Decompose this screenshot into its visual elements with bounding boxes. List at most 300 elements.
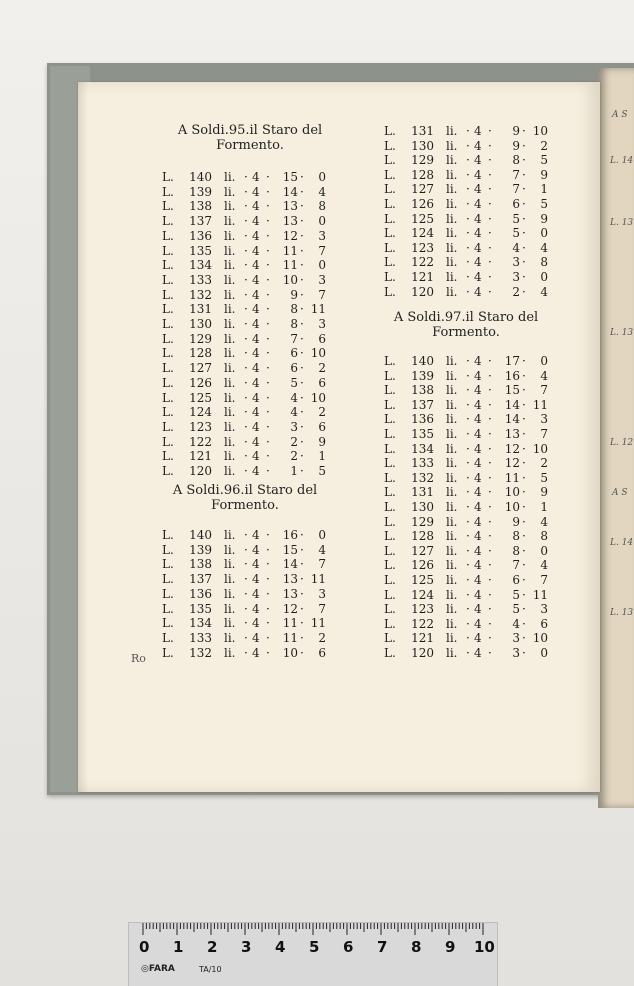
separator-dot: · bbox=[300, 630, 304, 645]
separator-dot: · bbox=[522, 368, 526, 383]
soldi-value: 7 bbox=[512, 558, 520, 573]
separator-dot: · bbox=[300, 542, 304, 557]
soldi-value: 8 bbox=[512, 529, 520, 544]
li-label: li. bbox=[446, 427, 458, 441]
separator-dot: · bbox=[488, 587, 492, 602]
soldi-value: 2 bbox=[290, 449, 298, 464]
li-label: li. bbox=[446, 587, 458, 602]
li-value: 4 bbox=[474, 456, 482, 471]
li-label: li. bbox=[446, 397, 458, 412]
li-label: li. bbox=[446, 602, 458, 617]
soldi-value: 5 bbox=[512, 226, 520, 241]
separator-dot: · bbox=[522, 470, 526, 485]
separator-dot: · bbox=[244, 228, 248, 243]
li-label: li. bbox=[224, 616, 236, 631]
li-label: li. bbox=[224, 528, 236, 542]
soldi-value: 14 bbox=[282, 184, 298, 199]
lire-label: L. bbox=[162, 302, 174, 317]
li-label: li. bbox=[224, 214, 236, 229]
li-value: 4 bbox=[252, 361, 260, 376]
separator-dot: · bbox=[266, 243, 270, 258]
lire-label: L. bbox=[384, 226, 396, 241]
soldi-value: 11 bbox=[504, 470, 520, 485]
denari-value: 6 bbox=[318, 331, 326, 346]
ruler-number: 1 bbox=[173, 938, 184, 956]
amount-value: 126 bbox=[411, 558, 434, 573]
separator-dot: · bbox=[522, 167, 526, 182]
separator-dot: · bbox=[244, 630, 248, 645]
li-label: li. bbox=[446, 211, 458, 226]
li-label: li. bbox=[224, 258, 236, 273]
li-label: li. bbox=[446, 558, 458, 573]
li-label: li. bbox=[446, 138, 458, 153]
li-label: li. bbox=[446, 573, 458, 587]
separator-dot: · bbox=[466, 182, 470, 197]
li-value: 4 bbox=[252, 542, 260, 557]
li-value: 4 bbox=[252, 586, 260, 601]
separator-dot: · bbox=[488, 573, 492, 587]
amount-value: 134 bbox=[411, 441, 434, 456]
li-value: 4 bbox=[252, 390, 260, 405]
separator-dot: · bbox=[300, 616, 304, 631]
amount-value: 127 bbox=[189, 361, 212, 376]
separator-dot: · bbox=[488, 284, 492, 299]
separator-dot: · bbox=[488, 368, 492, 383]
ruler-number: 6 bbox=[343, 938, 354, 956]
ruler-number: 7 bbox=[377, 938, 388, 956]
separator-dot: · bbox=[522, 514, 526, 529]
denari-value: 8 bbox=[540, 255, 548, 270]
lire-label: L. bbox=[384, 646, 396, 660]
separator-dot: · bbox=[266, 572, 270, 587]
separator-dot: · bbox=[266, 184, 270, 199]
li-label: li. bbox=[446, 124, 458, 138]
li-value: 4 bbox=[474, 182, 482, 197]
separator-dot: · bbox=[488, 456, 492, 471]
soldi-value: 14 bbox=[504, 412, 520, 427]
li-value: 4 bbox=[474, 573, 482, 587]
amount-value: 137 bbox=[411, 397, 434, 412]
soldi-value: 1 bbox=[290, 464, 298, 478]
soldi-value: 7 bbox=[512, 167, 520, 182]
lire-label: L. bbox=[162, 528, 174, 542]
lire-label: L. bbox=[384, 616, 396, 631]
denari-value: 0 bbox=[318, 214, 326, 229]
denari-value: 8 bbox=[318, 199, 326, 214]
amount-value: 122 bbox=[189, 434, 212, 449]
separator-dot: · bbox=[522, 529, 526, 544]
separator-dot: · bbox=[300, 346, 304, 361]
li-label: li. bbox=[224, 170, 236, 184]
facing-page-glyph: L. 14 bbox=[610, 156, 634, 166]
soldi-value: 3 bbox=[290, 419, 298, 434]
separator-dot: · bbox=[300, 645, 304, 660]
soldi-value: 8 bbox=[290, 317, 298, 331]
amount-value: 120 bbox=[189, 464, 212, 478]
li-value: 4 bbox=[474, 167, 482, 182]
facing-page-glyph: L. 12 bbox=[610, 438, 634, 448]
li-value: 4 bbox=[252, 258, 260, 273]
amount-value: 127 bbox=[411, 182, 434, 197]
li-value: 4 bbox=[252, 331, 260, 346]
li-label: li. bbox=[446, 470, 458, 485]
li-label: li. bbox=[446, 197, 458, 211]
amount-value: 120 bbox=[411, 284, 434, 299]
ruler-ticks bbox=[129, 923, 497, 937]
lire-label: L. bbox=[162, 214, 174, 229]
separator-dot: · bbox=[300, 419, 304, 434]
li-label: li. bbox=[224, 405, 236, 420]
separator-dot: · bbox=[488, 153, 492, 168]
denari-value: 4 bbox=[540, 368, 548, 383]
separator-dot: · bbox=[244, 287, 248, 302]
separator-dot: · bbox=[266, 419, 270, 434]
lire-label: L. bbox=[384, 167, 396, 182]
separator-dot: · bbox=[300, 331, 304, 346]
lire-label: L. bbox=[384, 470, 396, 485]
separator-dot: · bbox=[488, 514, 492, 529]
amount-value: 123 bbox=[411, 602, 434, 617]
li-label: li. bbox=[224, 199, 236, 214]
amount-value: 123 bbox=[189, 419, 212, 434]
separator-dot: · bbox=[522, 412, 526, 427]
separator-dot: · bbox=[266, 390, 270, 405]
separator-dot: · bbox=[466, 354, 470, 368]
separator-dot: · bbox=[244, 557, 248, 572]
denari-value: 10 bbox=[532, 631, 548, 646]
denari-value: 6 bbox=[318, 645, 326, 660]
amount-value: 132 bbox=[189, 287, 212, 302]
separator-dot: · bbox=[466, 485, 470, 500]
lire-label: L. bbox=[162, 572, 174, 587]
lire-label: L. bbox=[162, 228, 174, 243]
soldi-value: 8 bbox=[512, 543, 520, 558]
lire-label: L. bbox=[162, 170, 174, 184]
li-label: li. bbox=[224, 572, 236, 587]
separator-dot: · bbox=[244, 528, 248, 542]
denari-value: 10 bbox=[532, 124, 548, 138]
soldi-value: 17 bbox=[504, 354, 520, 368]
lire-label: L. bbox=[384, 368, 396, 383]
separator-dot: · bbox=[266, 302, 270, 317]
facing-page-edge bbox=[598, 68, 634, 808]
denari-value: 7 bbox=[318, 557, 326, 572]
li-label: li. bbox=[224, 464, 236, 478]
soldi-value: 4 bbox=[290, 390, 298, 405]
separator-dot: · bbox=[300, 586, 304, 601]
denari-value: 2 bbox=[318, 361, 326, 376]
soldi-value: 12 bbox=[282, 228, 298, 243]
separator-dot: · bbox=[244, 258, 248, 273]
denari-value: 4 bbox=[540, 558, 548, 573]
lire-label: L. bbox=[384, 456, 396, 471]
li-label: li. bbox=[224, 361, 236, 376]
separator-dot: · bbox=[266, 287, 270, 302]
li-value: 4 bbox=[252, 317, 260, 331]
separator-dot: · bbox=[266, 405, 270, 420]
li-label: li. bbox=[446, 441, 458, 456]
li-label: li. bbox=[224, 346, 236, 361]
ruler-number: 8 bbox=[411, 938, 422, 956]
separator-dot: · bbox=[266, 272, 270, 287]
soldi-value: 9 bbox=[512, 514, 520, 529]
page-gutter-shade bbox=[78, 82, 88, 792]
lire-label: L. bbox=[384, 412, 396, 427]
li-value: 4 bbox=[252, 199, 260, 214]
li-label: li. bbox=[224, 586, 236, 601]
separator-dot: · bbox=[466, 270, 470, 284]
li-label: li. bbox=[446, 543, 458, 558]
soldi-value: 10 bbox=[504, 500, 520, 514]
separator-dot: · bbox=[244, 243, 248, 258]
li-value: 4 bbox=[474, 587, 482, 602]
separator-dot: · bbox=[522, 646, 526, 660]
li-value: 4 bbox=[252, 616, 260, 631]
separator-dot: · bbox=[488, 427, 492, 441]
li-value: 4 bbox=[252, 184, 260, 199]
li-label: li. bbox=[446, 616, 458, 631]
denari-value: 8 bbox=[540, 529, 548, 544]
separator-dot: · bbox=[266, 346, 270, 361]
li-value: 4 bbox=[474, 470, 482, 485]
lire-label: L. bbox=[162, 419, 174, 434]
separator-dot: · bbox=[300, 528, 304, 542]
ruler-brand-text: FARA bbox=[148, 964, 175, 974]
separator-dot: · bbox=[522, 383, 526, 398]
li-value: 4 bbox=[252, 601, 260, 616]
soldi-value: 3 bbox=[512, 255, 520, 270]
separator-dot: · bbox=[522, 456, 526, 471]
soldi-value: 3 bbox=[512, 270, 520, 284]
li-label: li. bbox=[446, 270, 458, 284]
li-value: 4 bbox=[252, 375, 260, 390]
li-value: 4 bbox=[474, 558, 482, 573]
li-value: 4 bbox=[474, 124, 482, 138]
separator-dot: · bbox=[466, 558, 470, 573]
li-label: li. bbox=[446, 412, 458, 427]
separator-dot: · bbox=[522, 397, 526, 412]
li-label: li. bbox=[224, 449, 236, 464]
separator-dot: · bbox=[488, 270, 492, 284]
soldi-value: 13 bbox=[282, 199, 298, 214]
ruler-logo-icon: ◎ bbox=[141, 964, 149, 974]
denari-value: 0 bbox=[540, 646, 548, 660]
separator-dot: · bbox=[244, 390, 248, 405]
lire-label: L. bbox=[162, 630, 174, 645]
amount-value: 132 bbox=[189, 645, 212, 660]
amount-value: 124 bbox=[411, 226, 434, 241]
amount-value: 138 bbox=[411, 383, 434, 398]
separator-dot: · bbox=[488, 616, 492, 631]
separator-dot: · bbox=[488, 500, 492, 514]
ruler-number: 5 bbox=[309, 938, 320, 956]
soldi-value: 8 bbox=[512, 153, 520, 168]
separator-dot: · bbox=[466, 587, 470, 602]
separator-dot: · bbox=[522, 587, 526, 602]
separator-dot: · bbox=[300, 390, 304, 405]
li-label: li. bbox=[224, 557, 236, 572]
li-label: li. bbox=[446, 182, 458, 197]
soldi-value: 11 bbox=[282, 630, 298, 645]
lire-label: L. bbox=[384, 602, 396, 617]
separator-dot: · bbox=[488, 558, 492, 573]
li-label: li. bbox=[224, 601, 236, 616]
lire-label: L. bbox=[384, 240, 396, 255]
amount-value: 133 bbox=[411, 456, 434, 471]
li-value: 4 bbox=[474, 427, 482, 441]
amount-value: 131 bbox=[411, 485, 434, 500]
amount-value: 140 bbox=[189, 170, 212, 184]
li-label: li. bbox=[446, 226, 458, 241]
left-heading-2: A Soldi.96.il Staro del Formento. bbox=[172, 483, 318, 513]
li-label: li. bbox=[224, 645, 236, 660]
li-value: 4 bbox=[252, 170, 260, 184]
amount-value: 125 bbox=[189, 390, 212, 405]
amount-value: 139 bbox=[189, 542, 212, 557]
soldi-value: 15 bbox=[282, 170, 298, 184]
soldi-value: 6 bbox=[290, 361, 298, 376]
li-value: 4 bbox=[474, 197, 482, 211]
separator-dot: · bbox=[244, 449, 248, 464]
soldi-value: 5 bbox=[512, 211, 520, 226]
denari-value: 6 bbox=[540, 616, 548, 631]
amount-value: 136 bbox=[411, 412, 434, 427]
soldi-value: 13 bbox=[282, 214, 298, 229]
soldi-value: 12 bbox=[504, 441, 520, 456]
soldi-value: 15 bbox=[504, 383, 520, 398]
soldi-value: 9 bbox=[512, 124, 520, 138]
facing-page-glyph: A S bbox=[612, 488, 628, 498]
lire-label: L. bbox=[384, 124, 396, 138]
amount-value: 121 bbox=[411, 631, 434, 646]
lire-label: L. bbox=[384, 255, 396, 270]
lire-label: L. bbox=[162, 199, 174, 214]
separator-dot: · bbox=[300, 601, 304, 616]
separator-dot: · bbox=[300, 302, 304, 317]
separator-dot: · bbox=[266, 542, 270, 557]
lire-label: L. bbox=[384, 138, 396, 153]
li-value: 4 bbox=[252, 346, 260, 361]
separator-dot: · bbox=[466, 124, 470, 138]
separator-dot: · bbox=[266, 645, 270, 660]
soldi-value: 5 bbox=[512, 587, 520, 602]
separator-dot: · bbox=[488, 354, 492, 368]
li-label: li. bbox=[224, 287, 236, 302]
li-label: li. bbox=[446, 646, 458, 660]
separator-dot: · bbox=[522, 354, 526, 368]
separator-dot: · bbox=[522, 124, 526, 138]
li-value: 4 bbox=[252, 528, 260, 542]
lire-label: L. bbox=[384, 543, 396, 558]
soldi-value: 11 bbox=[282, 243, 298, 258]
ruler-number: 0 bbox=[139, 938, 150, 956]
lire-label: L. bbox=[384, 153, 396, 168]
li-value: 4 bbox=[252, 557, 260, 572]
lire-label: L. bbox=[384, 485, 396, 500]
li-value: 4 bbox=[474, 354, 482, 368]
soldi-value: 9 bbox=[290, 287, 298, 302]
denari-value: 7 bbox=[318, 601, 326, 616]
soldi-value: 9 bbox=[512, 138, 520, 153]
separator-dot: · bbox=[522, 240, 526, 255]
soldi-value: 16 bbox=[504, 368, 520, 383]
separator-dot: · bbox=[266, 528, 270, 542]
li-value: 4 bbox=[252, 464, 260, 478]
separator-dot: · bbox=[300, 405, 304, 420]
denari-value: 4 bbox=[540, 514, 548, 529]
separator-dot: · bbox=[466, 284, 470, 299]
lire-label: L. bbox=[162, 317, 174, 331]
separator-dot: · bbox=[466, 500, 470, 514]
lire-label: L. bbox=[384, 284, 396, 299]
soldi-value: 12 bbox=[282, 601, 298, 616]
separator-dot: · bbox=[488, 470, 492, 485]
li-value: 4 bbox=[474, 616, 482, 631]
denari-value: 3 bbox=[540, 602, 548, 617]
lire-label: L. bbox=[384, 197, 396, 211]
separator-dot: · bbox=[522, 602, 526, 617]
facing-page-glyph: L. 13 bbox=[610, 218, 634, 228]
amount-value: 135 bbox=[189, 601, 212, 616]
separator-dot: · bbox=[300, 170, 304, 184]
li-label: li. bbox=[224, 390, 236, 405]
lire-label: L. bbox=[162, 287, 174, 302]
soldi-value: 4 bbox=[512, 616, 520, 631]
separator-dot: · bbox=[300, 287, 304, 302]
amount-value: 135 bbox=[189, 243, 212, 258]
separator-dot: · bbox=[244, 199, 248, 214]
amount-value: 137 bbox=[189, 572, 212, 587]
denari-value: 11 bbox=[532, 587, 548, 602]
separator-dot: · bbox=[522, 197, 526, 211]
li-value: 4 bbox=[474, 500, 482, 514]
separator-dot: · bbox=[522, 631, 526, 646]
separator-dot: · bbox=[488, 240, 492, 255]
denari-value: 2 bbox=[318, 630, 326, 645]
denari-value: 0 bbox=[540, 543, 548, 558]
soldi-value: 8 bbox=[290, 302, 298, 317]
separator-dot: · bbox=[488, 211, 492, 226]
lire-label: L. bbox=[162, 616, 174, 631]
li-label: li. bbox=[224, 419, 236, 434]
separator-dot: · bbox=[466, 427, 470, 441]
amount-value: 126 bbox=[411, 197, 434, 211]
separator-dot: · bbox=[266, 228, 270, 243]
separator-dot: · bbox=[522, 153, 526, 168]
separator-dot: · bbox=[522, 284, 526, 299]
separator-dot: · bbox=[522, 255, 526, 270]
amount-value: 120 bbox=[411, 646, 434, 660]
separator-dot: · bbox=[488, 226, 492, 241]
lire-label: L. bbox=[162, 601, 174, 616]
separator-dot: · bbox=[488, 138, 492, 153]
separator-dot: · bbox=[466, 441, 470, 456]
denari-value: 3 bbox=[318, 586, 326, 601]
separator-dot: · bbox=[266, 199, 270, 214]
ruler-code: TA/10 bbox=[199, 965, 222, 974]
amount-value: 138 bbox=[189, 199, 212, 214]
amount-value: 125 bbox=[411, 573, 434, 587]
li-value: 4 bbox=[252, 243, 260, 258]
separator-dot: · bbox=[244, 302, 248, 317]
separator-dot: · bbox=[522, 543, 526, 558]
li-label: li. bbox=[224, 272, 236, 287]
separator-dot: · bbox=[300, 214, 304, 229]
separator-dot: · bbox=[266, 214, 270, 229]
li-value: 4 bbox=[252, 228, 260, 243]
denari-value: 3 bbox=[318, 317, 326, 331]
lire-label: L. bbox=[162, 586, 174, 601]
